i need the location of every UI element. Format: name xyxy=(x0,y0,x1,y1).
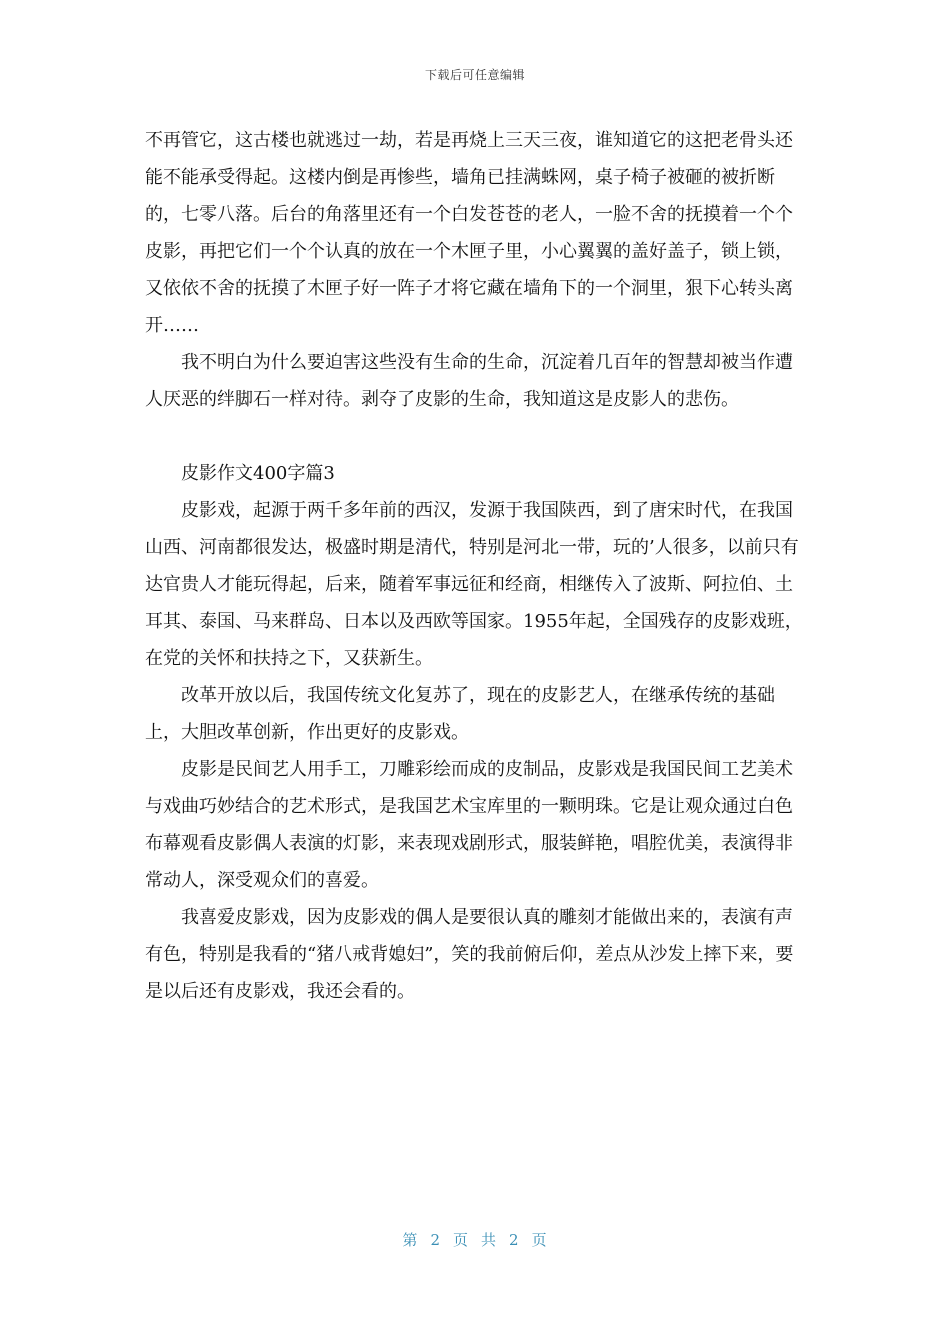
footer-ye2: 页 xyxy=(531,1231,548,1249)
paragraph-2: 我不明白为什么要迫害这些没有生命的生命，沉淀着几百年的智慧却被当作遭人厌恶的绊脚石一样对待。剥夺了皮影的生命，我知道这是皮影人的悲伤。 xyxy=(145,352,793,410)
footer-ye: 页 xyxy=(452,1231,469,1249)
footer-current-page: 2 xyxy=(430,1231,441,1249)
footer-di: 第 xyxy=(402,1231,419,1249)
section-title: 皮影作文400字篇3 xyxy=(181,463,335,484)
footer-total-pages: 2 xyxy=(509,1231,520,1249)
paragraph-4: 改革开放以后，我国传统文化复苏了，现在的皮影艺人，在继承传统的基础上，大胆改革创新，作出更好的皮影戏。 xyxy=(145,685,775,743)
paragraph-3: 皮影戏，起源于两千多年前的西汉，发源于我国陕西，到了唐宋时代，在我国山西、河南都很发达，极盛时期是清代，特别是河北一带，玩的’人很多，以前只有达官贵人才能玩得起，后来，随着军事远征和经商，相继传入了波斯、阿拉伯、土耳其、泰国、马来群岛、日本以及西欧等国家。1955年起，全国残存的皮影戏班，在党的关怀和扶持之下，又获新生。 xyxy=(145,500,803,669)
page-header: 下载后可任意编辑 xyxy=(424,68,525,82)
page-footer xyxy=(0,1229,950,1250)
paragraph-5: 皮影是民间艺人用手工，刀雕彩绘而成的皮制品，皮影戏是我国民间工艺美术与戏曲巧妙结合的艺术形式，是我国艺术宝库里的一颗明珠。它是让观众通过白色布幕观看皮影偶人表演的灯影，来表现戏剧形式，服装鲜艳，唱腔优美，表演得非常动人，深受观众们的喜爱。 xyxy=(145,759,793,891)
paragraph-6: 我喜爱皮影戏，因为皮影戏的偶人是要很认真的雕刻才能做出来的，表演有声有色，特别是我看的“猪八戒背媳妇”，笑的我前俯后仰，差点从沙发上摔下来，要是以后还有皮影戏，我还会看的。 xyxy=(145,907,794,1002)
document-body xyxy=(145,122,809,1010)
footer-gong: 共 xyxy=(481,1231,498,1249)
paragraph-1: 不再管它，这古楼也就逃过一劫，若是再烧上三天三夜，谁知道它的这把老骨头还能不能承受得起。这楼内倒是再惨些，墙角已挂满蛛网，桌子椅子被砸的被折断的，七零八落。后台的角落里还有一个白发苍苍的老人，一脸不舍的抚摸着一个个皮影，再把它们一个个认真的放在一个木匣子里，小心翼翼的盖好盖子，锁上锁，又依依不舍的抚摸了木匣子好一阵子才将它藏在墙角下的一个洞里，狠下心转头离开…… xyxy=(145,130,793,336)
